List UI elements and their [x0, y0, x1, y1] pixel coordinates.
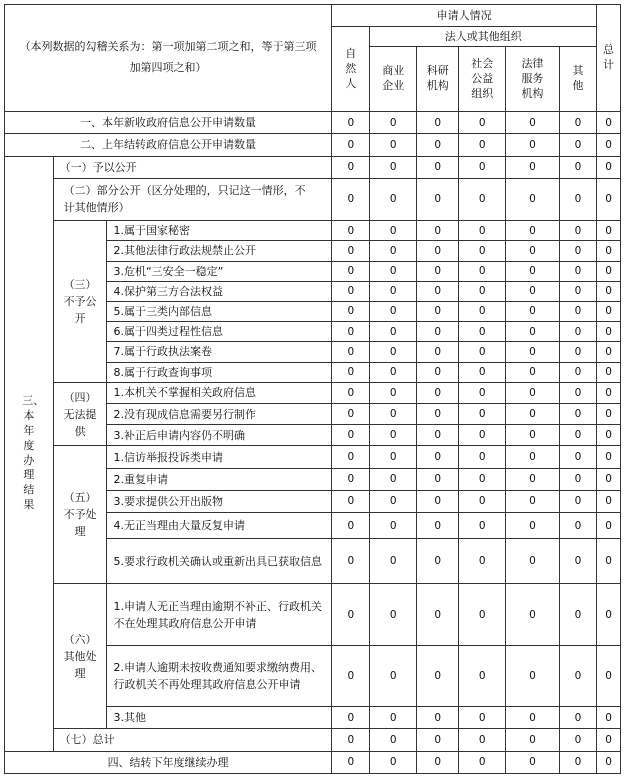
- group-g4-item-2-value: 0: [506, 404, 560, 425]
- group-g3-item-6-value: 0: [459, 322, 506, 342]
- group-g5-item-2-value: 0: [597, 468, 621, 490]
- group-g5-item-5-value: 0: [597, 539, 621, 583]
- group-g4-item-3-value: 0: [417, 425, 459, 446]
- group-g4-item-1-value: 0: [506, 382, 560, 403]
- research-header: 科研机构: [417, 47, 459, 112]
- new-applications-value: 0: [417, 112, 459, 134]
- group-g3-item-1-value: 0: [559, 221, 596, 241]
- group-g6-item-3-value: 0: [332, 707, 370, 729]
- group-g3-item-2-value: 0: [559, 241, 596, 261]
- group-g4-item-1-value: 0: [559, 382, 596, 403]
- carry-forward-value: 0: [459, 751, 506, 773]
- carried-over-value: 0: [559, 134, 596, 156]
- group-total-value: 0: [506, 729, 560, 751]
- carry-forward-value: 0: [597, 751, 621, 773]
- group-g4-item-1-value: 0: [370, 382, 417, 403]
- group-total-value: 0: [559, 729, 596, 751]
- group-g5-item-3-value: 0: [459, 490, 506, 512]
- group-g5-item-2-value: 0: [506, 468, 560, 490]
- group-g3-item-2: 2.其他法律行政法规禁止公开: [107, 241, 332, 261]
- carry-forward-value: 0: [559, 751, 596, 773]
- group-g5-item-1-value: 0: [370, 446, 417, 468]
- group-g3-item-8-value: 0: [417, 362, 459, 382]
- group-g6-item-2-value: 0: [417, 646, 459, 707]
- group-g5-item-5: 5.要求行政机关确认或重新出具已获取信息: [107, 539, 332, 583]
- group-g5-item-5-value: 0: [370, 539, 417, 583]
- group-g4-item-2-value: 0: [417, 404, 459, 425]
- group-g5-item-2-value: 0: [370, 468, 417, 490]
- group-g3-item-3-value: 0: [417, 261, 459, 281]
- group-g3-item-4-value: 0: [417, 281, 459, 301]
- group-g5-item-2-value: 0: [417, 468, 459, 490]
- group-g5-item-5-value: 0: [332, 539, 370, 583]
- group-g3-item-1-value: 0: [459, 221, 506, 241]
- commercial-header: 商业企业: [370, 47, 417, 112]
- group-g3-item-8-value: 0: [597, 362, 621, 382]
- group-g3-item-4-value: 0: [370, 281, 417, 301]
- group-g5-item-5-value: 0: [459, 539, 506, 583]
- group-g5-item-1-value: 0: [417, 446, 459, 468]
- group-g5-item-3: 3.要求提供公开出版物: [107, 490, 332, 512]
- group-g6-item-2-value: 0: [370, 646, 417, 707]
- group-total-label: （七）总计: [53, 729, 331, 751]
- group-total-value: 0: [597, 729, 621, 751]
- group-g6-item-1-value: 0: [597, 583, 621, 646]
- group-g3-item-3-value: 0: [459, 261, 506, 281]
- carried-over-value: 0: [332, 134, 370, 156]
- group-g5-item-1-value: 0: [332, 446, 370, 468]
- carry-forward-value: 0: [506, 751, 560, 773]
- group-g5-item-3-value: 0: [370, 490, 417, 512]
- group-g4-item-1-value: 0: [417, 382, 459, 403]
- group-g5-item-2-value: 0: [559, 468, 596, 490]
- group-g5-item-4-value: 0: [597, 513, 621, 539]
- group-g6-item-2-value: 0: [332, 646, 370, 707]
- group-g5-label: （五）不予处理: [53, 446, 107, 583]
- group-g6-item-3-value: 0: [597, 707, 621, 729]
- group-g3-item-6: 6.属于四类过程性信息: [107, 322, 332, 342]
- group-g3-item-1-value: 0: [332, 221, 370, 241]
- group-g5-item-3-value: 0: [417, 490, 459, 512]
- group-g3-item-2-value: 0: [370, 241, 417, 261]
- group-g3-item-4-value: 0: [506, 281, 560, 301]
- group-g5-item-4-value: 0: [559, 513, 596, 539]
- group-g3-item-6-value: 0: [370, 322, 417, 342]
- group-g4-item-3-value: 0: [597, 425, 621, 446]
- new-applications-value: 0: [597, 112, 621, 134]
- group-g3-item-2-value: 0: [332, 241, 370, 261]
- group-g5-item-3-value: 0: [559, 490, 596, 512]
- group-g6-item-1-value: 0: [417, 583, 459, 646]
- group-g4-item-1-value: 0: [332, 382, 370, 403]
- group-g4-item-2-value: 0: [459, 404, 506, 425]
- group-g5-item-1-value: 0: [597, 446, 621, 468]
- group-g3-item-6-value: 0: [332, 322, 370, 342]
- group-g3-item-5: 5.属于三类内部信息: [107, 302, 332, 322]
- group-g3-item-8-value: 0: [559, 362, 596, 382]
- group-g3-item-3-value: 0: [370, 261, 417, 281]
- group-g4-item-1-value: 0: [597, 382, 621, 403]
- group-total-value: 0: [332, 729, 370, 751]
- group-partial-value: 0: [597, 178, 621, 220]
- group-public-label: （一）予以公开: [53, 156, 331, 178]
- group-g4-item-2-value: 0: [332, 404, 370, 425]
- group-g3-item-6-value: 0: [417, 322, 459, 342]
- group-total-value: 0: [459, 729, 506, 751]
- group-partial-value: 0: [332, 178, 370, 220]
- group-g3-item-7-value: 0: [332, 342, 370, 362]
- group-public-value: 0: [459, 156, 506, 178]
- group-g3-item-5-value: 0: [370, 302, 417, 322]
- legal-service-header: 法律服务机构: [506, 47, 560, 112]
- group-g4-item-1-value: 0: [459, 382, 506, 403]
- table-note: （本列数据的勾稽关系为：第一项加第二项之和，等于第三项加第四项之和）: [5, 5, 332, 112]
- group-g6-item-1-value: 0: [459, 583, 506, 646]
- group-g5-item-2: 2.重复申请: [107, 468, 332, 490]
- group-g6-item-2-value: 0: [597, 646, 621, 707]
- group-g3-item-5-value: 0: [559, 302, 596, 322]
- group-g3-item-4-value: 0: [597, 281, 621, 301]
- group-public-value: 0: [506, 156, 560, 178]
- group-g5-item-4-value: 0: [332, 513, 370, 539]
- group-g4-item-2-value: 0: [370, 404, 417, 425]
- group-g5-item-5-value: 0: [417, 539, 459, 583]
- group-g5-item-1-value: 0: [559, 446, 596, 468]
- group-g5-item-3-value: 0: [332, 490, 370, 512]
- group-g3-item-7-value: 0: [506, 342, 560, 362]
- new-applications-label: 一、本年新收政府信息公开申请数量: [5, 112, 332, 134]
- group-g3-item-7-value: 0: [559, 342, 596, 362]
- group-g4-label: （四）无法提供: [53, 382, 107, 446]
- group-partial-value: 0: [559, 178, 596, 220]
- group-g3-item-1: 1.属于国家秘密: [107, 221, 332, 241]
- total-header: 总计: [597, 5, 621, 112]
- new-applications-value: 0: [370, 112, 417, 134]
- group-g5-item-5-value: 0: [559, 539, 596, 583]
- applicant-header: 申请人情况: [332, 5, 597, 27]
- group-g6-item-3-value: 0: [506, 707, 560, 729]
- group-g4-item-3-value: 0: [459, 425, 506, 446]
- group-g5-item-4-value: 0: [459, 513, 506, 539]
- group-g6-item-3: 3.其他: [107, 707, 332, 729]
- group-partial-value: 0: [417, 178, 459, 220]
- group-public-value: 0: [417, 156, 459, 178]
- group-g3-item-4-value: 0: [459, 281, 506, 301]
- group-g4-item-1: 1.本机关不掌握相关政府信息: [107, 382, 332, 403]
- group-g3-label: （三）不予公开: [53, 221, 107, 383]
- group-g3-item-7-value: 0: [417, 342, 459, 362]
- group-g3-item-5-value: 0: [459, 302, 506, 322]
- group-g5-item-4-value: 0: [370, 513, 417, 539]
- group-g3-item-1-value: 0: [370, 221, 417, 241]
- carry-forward-value: 0: [370, 751, 417, 773]
- group-g5-item-4-value: 0: [506, 513, 560, 539]
- group-g3-item-5-value: 0: [597, 302, 621, 322]
- carry-forward-label: 四、结转下年度继续办理: [5, 751, 332, 773]
- new-applications-value: 0: [459, 112, 506, 134]
- group-g3-item-5-value: 0: [417, 302, 459, 322]
- carry-forward-value: 0: [417, 751, 459, 773]
- group-public-value: 0: [597, 156, 621, 178]
- group-g4-item-3-value: 0: [506, 425, 560, 446]
- group-g3-item-6-value: 0: [506, 322, 560, 342]
- group-g4-item-2: 2.没有现成信息需要另行制作: [107, 404, 332, 425]
- group-g3-item-2-value: 0: [506, 241, 560, 261]
- group-g6-item-2-value: 0: [559, 646, 596, 707]
- group-g3-item-3-value: 0: [559, 261, 596, 281]
- group-g6-item-2-value: 0: [506, 646, 560, 707]
- group-g6-item-2-value: 0: [459, 646, 506, 707]
- group-g3-item-3-value: 0: [597, 261, 621, 281]
- group-g6-item-3-value: 0: [370, 707, 417, 729]
- group-g4-item-3: 3.补正后申请内容仍不明确: [107, 425, 332, 446]
- section-results-label: 三、本年度办理结果: [5, 156, 54, 751]
- group-public-value: 0: [370, 156, 417, 178]
- social-header: 社会公益组织: [459, 47, 506, 112]
- group-g3-item-4-value: 0: [559, 281, 596, 301]
- group-g5-item-3-value: 0: [597, 490, 621, 512]
- group-g3-item-6-value: 0: [597, 322, 621, 342]
- group-g3-item-8: 8.属于行政查询事项: [107, 362, 332, 382]
- group-public-value: 0: [332, 156, 370, 178]
- group-g5-item-2-value: 0: [459, 468, 506, 490]
- group-g6-item-1-value: 0: [332, 583, 370, 646]
- group-partial-label: （二）部分公开（区分处理的，只记这一情形，不计其他情形）: [53, 178, 331, 220]
- group-g3-item-5-value: 0: [506, 302, 560, 322]
- group-g5-item-3-value: 0: [506, 490, 560, 512]
- group-g5-item-1-value: 0: [459, 446, 506, 468]
- new-applications-value: 0: [506, 112, 560, 134]
- group-partial-value: 0: [370, 178, 417, 220]
- group-g6-item-3-value: 0: [417, 707, 459, 729]
- new-applications-value: 0: [559, 112, 596, 134]
- group-total-value: 0: [370, 729, 417, 751]
- group-g4-item-2-value: 0: [597, 404, 621, 425]
- group-g5-item-1-value: 0: [506, 446, 560, 468]
- group-g6-item-1-value: 0: [370, 583, 417, 646]
- group-g3-item-3: 3.危机“三安全一稳定”: [107, 261, 332, 281]
- group-g3-item-1-value: 0: [597, 221, 621, 241]
- group-g5-item-4-value: 0: [417, 513, 459, 539]
- group-g3-item-8-value: 0: [459, 362, 506, 382]
- group-public-value: 0: [559, 156, 596, 178]
- group-g5-item-1: 1.信访举报投诉类申请: [107, 446, 332, 468]
- carry-forward-value: 0: [332, 751, 370, 773]
- group-g3-item-5-value: 0: [332, 302, 370, 322]
- carried-over-value: 0: [597, 134, 621, 156]
- government-info-disclosure-table: [4, 4, 621, 774]
- group-g3-item-7: 7.属于行政执法案卷: [107, 342, 332, 362]
- carried-over-value: 0: [506, 134, 560, 156]
- carried-over-value: 0: [459, 134, 506, 156]
- group-g3-item-7-value: 0: [597, 342, 621, 362]
- group-g3-item-3-value: 0: [506, 261, 560, 281]
- carried-over-value: 0: [370, 134, 417, 156]
- group-g5-item-4: 4.无正当理由大量反复申请: [107, 513, 332, 539]
- group-g6-item-1-value: 0: [506, 583, 560, 646]
- group-g3-item-7-value: 0: [370, 342, 417, 362]
- carried-over-value: 0: [417, 134, 459, 156]
- group-g4-item-3-value: 0: [370, 425, 417, 446]
- group-g3-item-2-value: 0: [459, 241, 506, 261]
- group-g6-item-2: 2.申请人逾期未按收费通知要求缴纳费用、行政机关不再处理其政府信息公开申请: [107, 646, 332, 707]
- group-g3-item-2-value: 0: [597, 241, 621, 261]
- group-g4-item-2-value: 0: [559, 404, 596, 425]
- group-g5-item-2-value: 0: [332, 468, 370, 490]
- group-g5-item-5-value: 0: [506, 539, 560, 583]
- legal-org-header: 法人或其他组织: [370, 27, 597, 47]
- new-applications-value: 0: [332, 112, 370, 134]
- group-g6-item-3-value: 0: [459, 707, 506, 729]
- group-g4-item-3-value: 0: [332, 425, 370, 446]
- group-g6-item-3-value: 0: [559, 707, 596, 729]
- group-g3-item-7-value: 0: [459, 342, 506, 362]
- group-g3-item-4-value: 0: [332, 281, 370, 301]
- group-g3-item-4: 4.保护第三方合法权益: [107, 281, 332, 301]
- group-g6-item-1: 1.申请人无正当理由逾期不补正、行政机关不在处理其政府信息公开申请: [107, 583, 332, 646]
- group-g4-item-3-value: 0: [559, 425, 596, 446]
- group-total-value: 0: [417, 729, 459, 751]
- group-g3-item-8-value: 0: [332, 362, 370, 382]
- group-g3-item-1-value: 0: [506, 221, 560, 241]
- group-partial-value: 0: [459, 178, 506, 220]
- group-g6-label: （六）其他处理: [53, 583, 107, 728]
- group-g3-item-2-value: 0: [417, 241, 459, 261]
- group-g6-item-1-value: 0: [559, 583, 596, 646]
- group-g3-item-8-value: 0: [370, 362, 417, 382]
- natural-person-header: 自然人: [332, 27, 370, 112]
- carried-over-label: 二、上年结转政府信息公开申请数量: [5, 134, 332, 156]
- other-header: 其他: [559, 47, 596, 112]
- group-g3-item-3-value: 0: [332, 261, 370, 281]
- group-g3-item-6-value: 0: [559, 322, 596, 342]
- group-g3-item-1-value: 0: [417, 221, 459, 241]
- group-g3-item-8-value: 0: [506, 362, 560, 382]
- group-partial-value: 0: [506, 178, 560, 220]
